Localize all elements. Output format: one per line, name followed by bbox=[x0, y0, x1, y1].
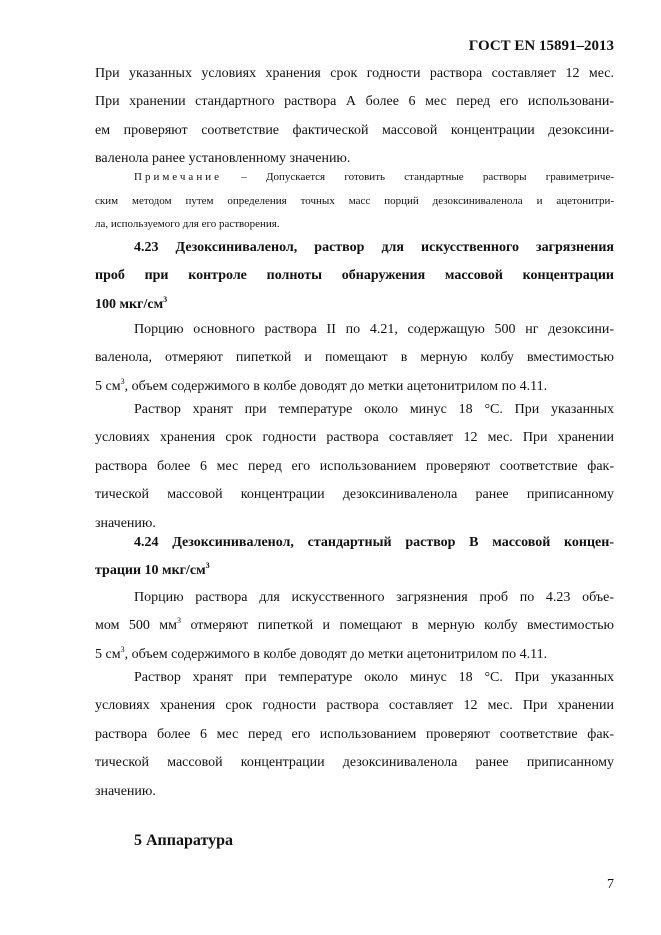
heading-line: 4.23 Дезоксиниваленол, раствор для искусственного загрязнения bbox=[134, 240, 614, 255]
text-segment: 5 см bbox=[95, 378, 121, 394]
note-line: ским методом путем определения точных масс порций дезоксиниваленола и ацетонитри- bbox=[95, 194, 614, 207]
text-line: раствора более 6 мес перед его использованием проверяют соответствие фак- bbox=[95, 458, 614, 474]
superscript: 3 bbox=[177, 616, 182, 626]
text-line: Порцию основного раствора II по 4.21, содержащую 500 нг дезоксини- bbox=[134, 322, 614, 337]
text-line: раствора более 6 мес перед его использованием проверяют соответствие фак- bbox=[95, 726, 614, 742]
text-segment: отмеряют пипеткой и помещают в мерную колбу вместимостью bbox=[181, 618, 614, 634]
text-line: валенола, отмеряют пипеткой и помещают в мерную колбу вместимостью bbox=[95, 350, 614, 366]
superscript: 3 bbox=[163, 294, 168, 304]
text-segment: , объем содержимого в колбе доводят до метки ацетонитрилом по 4.11. bbox=[124, 646, 548, 662]
superscript: 3 bbox=[120, 376, 125, 386]
text-line: Порцию раствора для искусственного загрязнения проб по 4.23 объе- bbox=[134, 590, 614, 605]
section-4-23-heading bbox=[95, 234, 614, 319]
section-4-24-heading bbox=[95, 529, 614, 586]
section-5-title: 5 Аппаратура bbox=[134, 832, 234, 849]
text-line: тической массовой концентрации дезоксиниваленола ранее приписанному bbox=[95, 487, 614, 503]
text-line: значению. bbox=[95, 783, 156, 799]
text-line: тической массовой концентрации дезоксиниваленола ранее приписанному bbox=[95, 755, 614, 771]
text-segment: , объем содержимого в колбе доводят до метки ацетонитрилом по 4.11. bbox=[124, 378, 548, 394]
text-line: условиях хранения срок годности раствора составляет 12 мес. При хранении bbox=[95, 698, 614, 714]
text-line: При указанных условиях хранения срок годности раствора составляет 12 мес. bbox=[95, 66, 614, 81]
top-paragraph bbox=[95, 60, 614, 174]
text-segment: 5 см bbox=[95, 646, 121, 662]
note-label: Примечание bbox=[134, 171, 222, 183]
text-line: валенола ранее установленному значению. bbox=[95, 151, 351, 167]
section-4-23-paragraph-2 bbox=[95, 396, 614, 538]
heading-line bbox=[95, 557, 614, 585]
section-4-24-paragraph-2 bbox=[95, 664, 614, 806]
note-line bbox=[95, 166, 614, 190]
heading-text: трации 10 мкг/см bbox=[95, 563, 206, 579]
heading-text: 100 мкг/см bbox=[95, 296, 164, 312]
section-4-23-paragraph-1 bbox=[95, 316, 614, 401]
text-segment: мом 500 мм bbox=[95, 618, 178, 634]
heading-line bbox=[95, 291, 614, 319]
text-line: ем проверяют соответствие фактической массовой концентрации дезоксини- bbox=[95, 122, 614, 138]
superscript: 3 bbox=[120, 644, 125, 654]
note-text: – Допускается готовить стандартные растворы гравиметриче- bbox=[221, 171, 614, 183]
note-block bbox=[95, 166, 614, 237]
text-line: условиях хранения срок годности раствора составляет 12 мес. При хранении bbox=[95, 430, 614, 446]
section-4-24-paragraph-1 bbox=[95, 584, 614, 669]
text-line: Раствор хранят при температуре около минус 18 °С. При указанных bbox=[134, 402, 614, 417]
page-number: 7 bbox=[607, 877, 614, 892]
text-line bbox=[95, 612, 614, 640]
superscript: 3 bbox=[205, 561, 210, 571]
text-line: значению. bbox=[95, 515, 156, 531]
document-header: ГОСТ EN 15891–2013 bbox=[468, 38, 614, 54]
note-line: ла, используемого для его растворения. bbox=[95, 218, 280, 230]
heading-line: 4.24 Дезоксиниваленол, стандартный раствор В массовой концен- bbox=[134, 535, 614, 550]
text-line: Раствор хранят при температуре около минус 18 °С. При указанных bbox=[134, 670, 614, 685]
text-line: При хранении стандартного раствора А более 6 мес перед его использовани- bbox=[95, 94, 614, 110]
heading-line: проб при контроле полноты обнаружения массовой концентрации bbox=[95, 268, 614, 284]
